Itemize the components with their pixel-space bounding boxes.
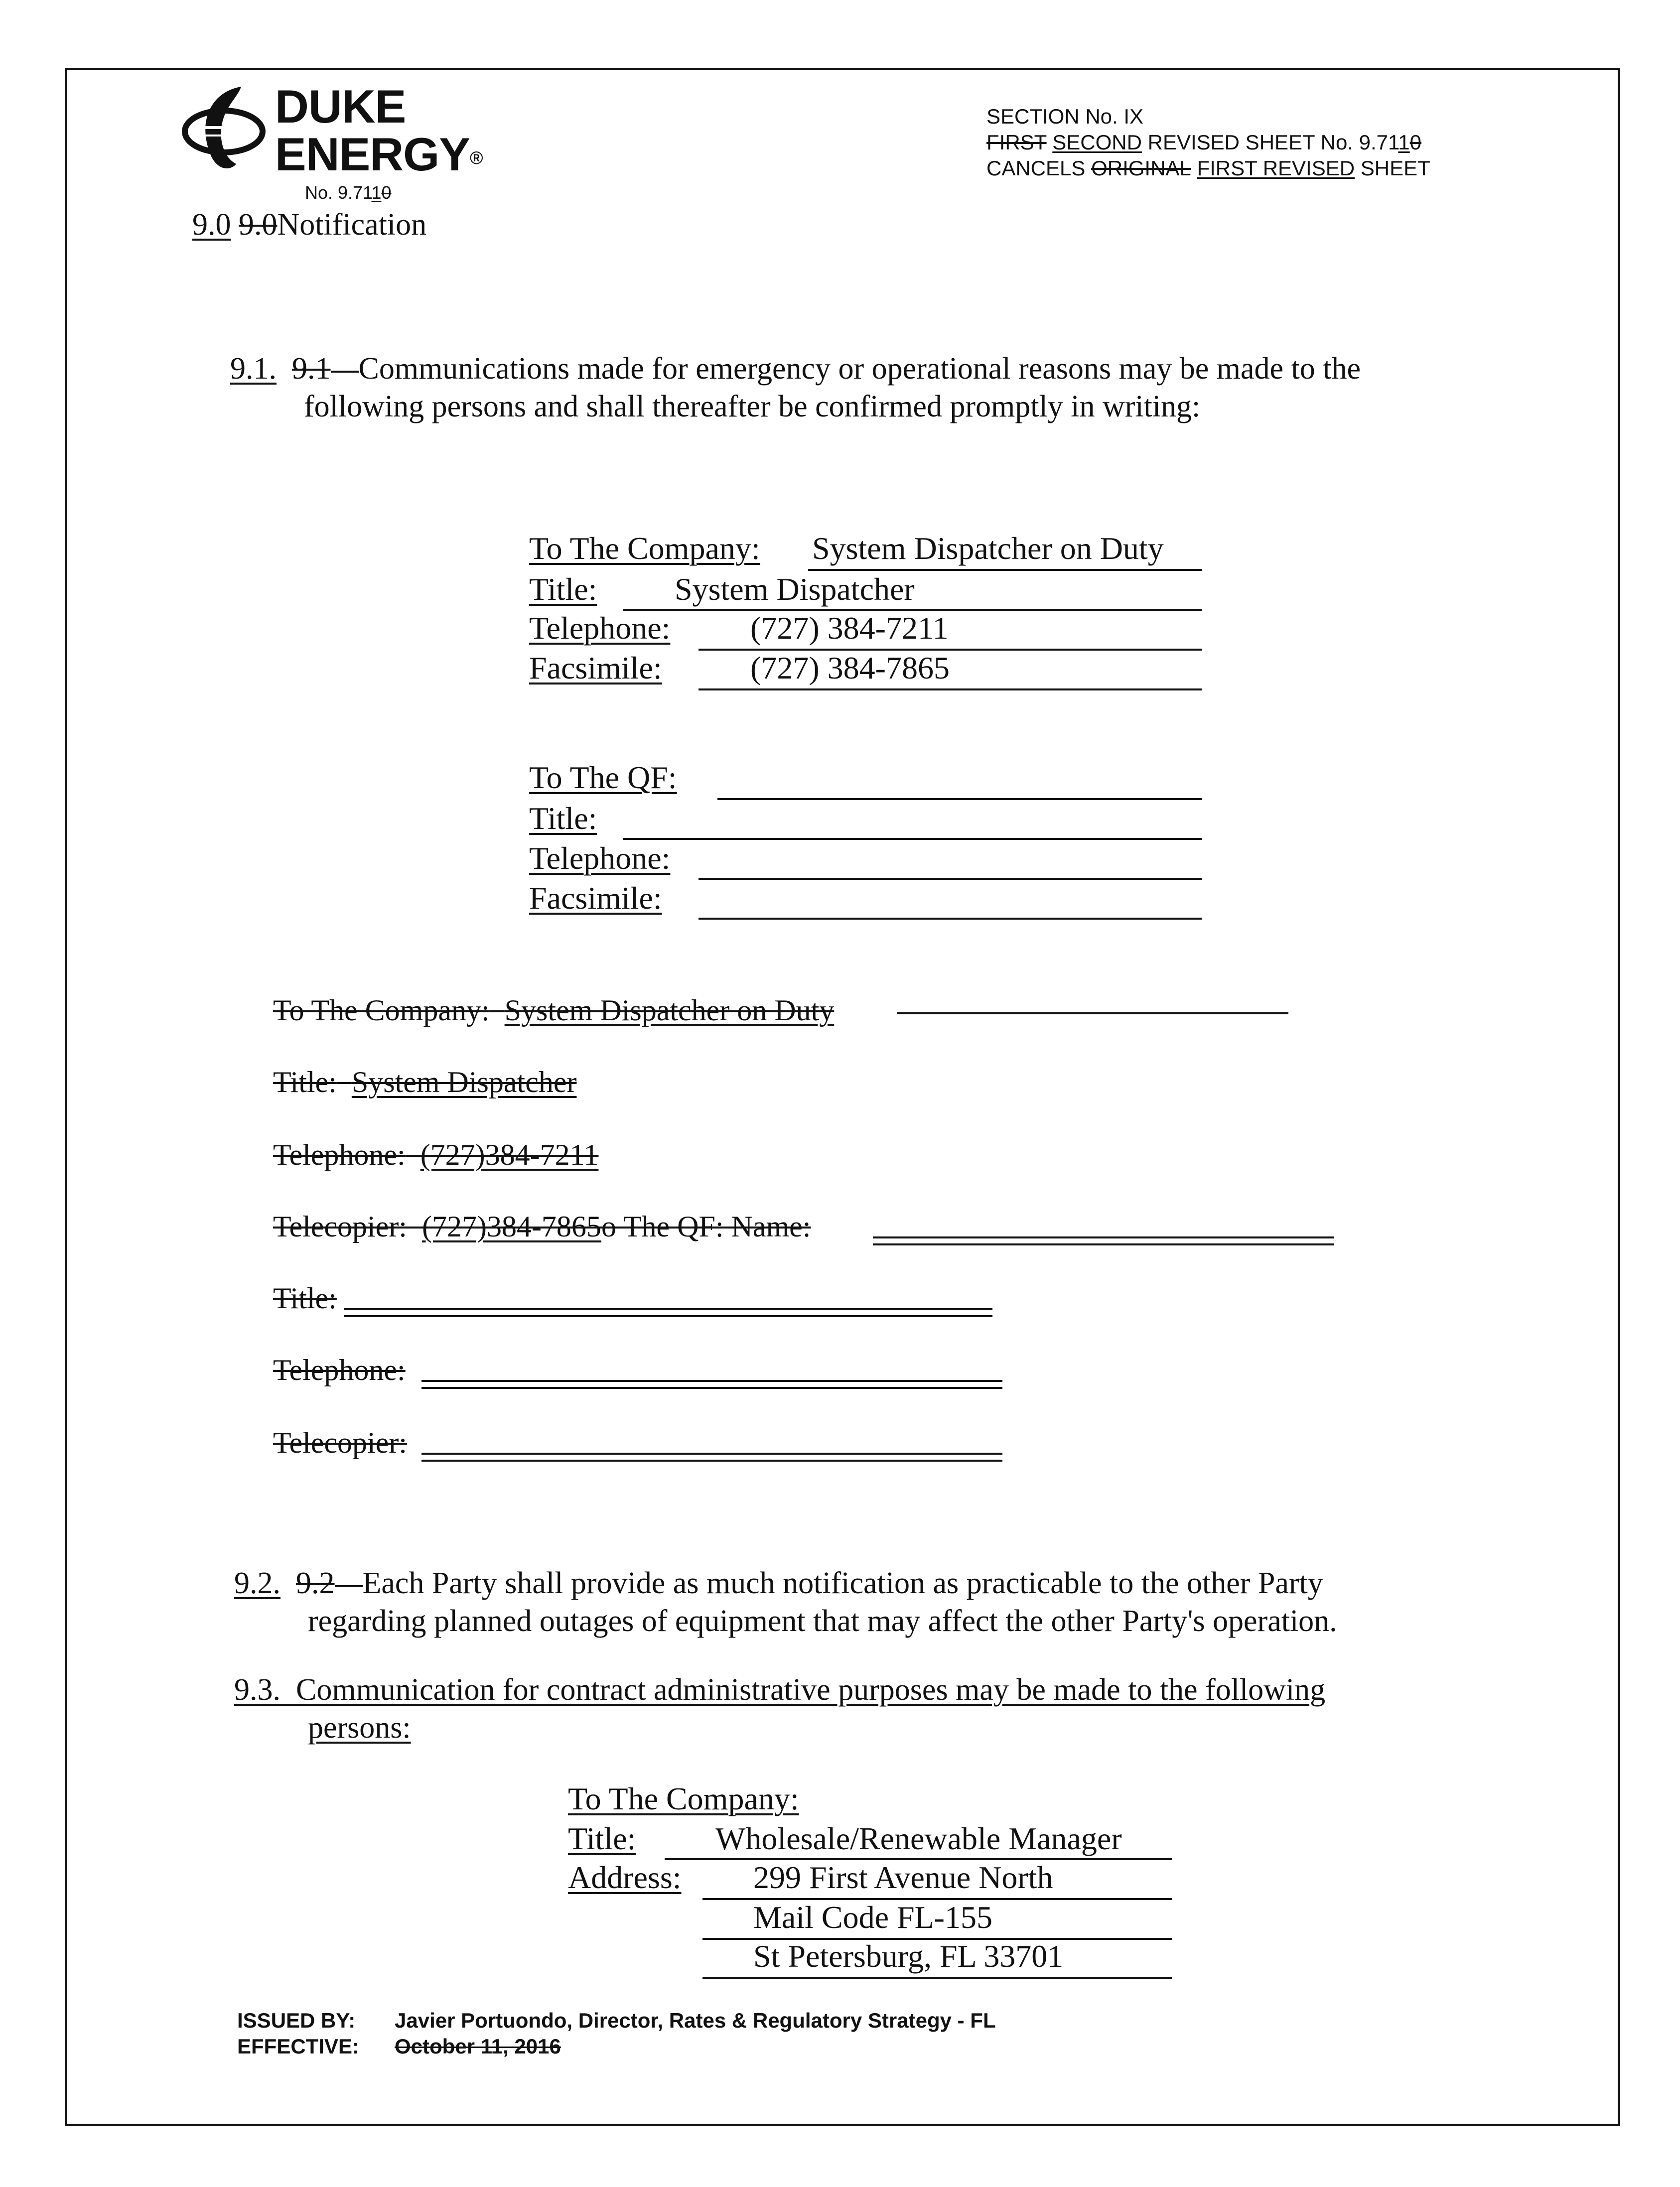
- company-tel-label: Telephone:: [529, 610, 671, 646]
- section-9-1: 9.1. 9.1 Communications made for emergency or operational reasons may be made to the following persons and shall thereafter be confirmed promptly in writing:: [230, 352, 1361, 423]
- qf-to-label: To The QF:: [529, 760, 677, 795]
- company-tel-value: (727) 384-7211: [750, 610, 949, 646]
- admin-title-value: Wholesale/Renewable Manager: [715, 1821, 1122, 1856]
- admin-title-label: Title:: [568, 1821, 636, 1856]
- admin-address-label: Address:: [568, 1860, 682, 1895]
- footer: [237, 2008, 996, 2059]
- qf-tel-label: Telephone:: [529, 840, 671, 876]
- company-title-label: Title:: [529, 571, 597, 607]
- old-title-line: Title: System Dispatcher: [273, 1066, 577, 1098]
- old-company-line: To The Company: System Dispatcher on Duty: [273, 994, 835, 1027]
- revised-sheet-line: FIRST SECOND REVISED SHEET No. 9.7110: [986, 131, 1421, 154]
- logo-sheet-code: No. 9.7110: [305, 182, 392, 203]
- cancels-line: CANCELS ORIGINAL FIRST REVISED SHEET: [986, 156, 1430, 180]
- section-9-1-number: 9.1.: [230, 352, 277, 386]
- logo-line1: DUKE: [275, 80, 406, 133]
- company-to-value: System Dispatcher on Duty: [812, 531, 1164, 566]
- duke-energy-logo-mark: [181, 82, 266, 174]
- old-telecopier-line: Telecopier: (727)384-7865o The QF: Name:: [273, 1210, 811, 1243]
- qf-title-label: Title:: [529, 801, 597, 836]
- registered-mark: ®: [469, 147, 483, 168]
- company-fax-label: Facsimile:: [529, 650, 662, 685]
- admin-address-line1: 299 First Avenue North: [753, 1860, 1053, 1895]
- issued-by-value: Javier Portuondo, Director, Rates & Regulatory Strategy - FL: [395, 2009, 996, 2032]
- section-heading: 9.0 9.0Notification: [192, 208, 427, 242]
- admin-to-label: To The Company:: [568, 1781, 799, 1816]
- old-telephone-line: Telephone: (727)384-7211: [273, 1138, 599, 1171]
- section-9-2-number: 9.2.: [234, 1566, 280, 1600]
- issued-by-label: ISSUED BY:: [237, 2009, 356, 2032]
- admin-address-line2: Mail Code FL-155: [753, 1900, 992, 1935]
- section-9-3: 9.3. Communication for contract administrative purposes may be made to the following persons:: [234, 1673, 1326, 1745]
- section-header: [986, 104, 1430, 181]
- section-9-3-number: 9.3.: [234, 1673, 280, 1707]
- company-fax-value: (727) 384-7865: [750, 650, 950, 685]
- logo-line2: ENERGY: [275, 128, 470, 180]
- company-to-label: To The Company:: [529, 531, 760, 566]
- section-9-2: 9.2. 9.2 Each Party shall provide as much notification as practicable to the other Party regarding planned outages of equipment that may affect the other Party's operation.: [234, 1566, 1337, 1638]
- old-qf-title-line: Title:: [273, 1282, 337, 1315]
- effective-label: EFFECTIVE:: [237, 2035, 360, 2058]
- qf-fax-label: Facsimile:: [529, 880, 662, 916]
- admin-address-line3: St Petersburg, FL 33701: [753, 1938, 1064, 1974]
- effective-value: October 11, 2016: [395, 2035, 561, 2058]
- old-qf-telecopier-line: Telecopier:: [273, 1426, 407, 1459]
- company-title-value: System Dispatcher: [675, 571, 915, 607]
- old-qf-telephone-line: Telephone:: [273, 1354, 406, 1386]
- section-number: SECTION No. IX: [986, 105, 1144, 128]
